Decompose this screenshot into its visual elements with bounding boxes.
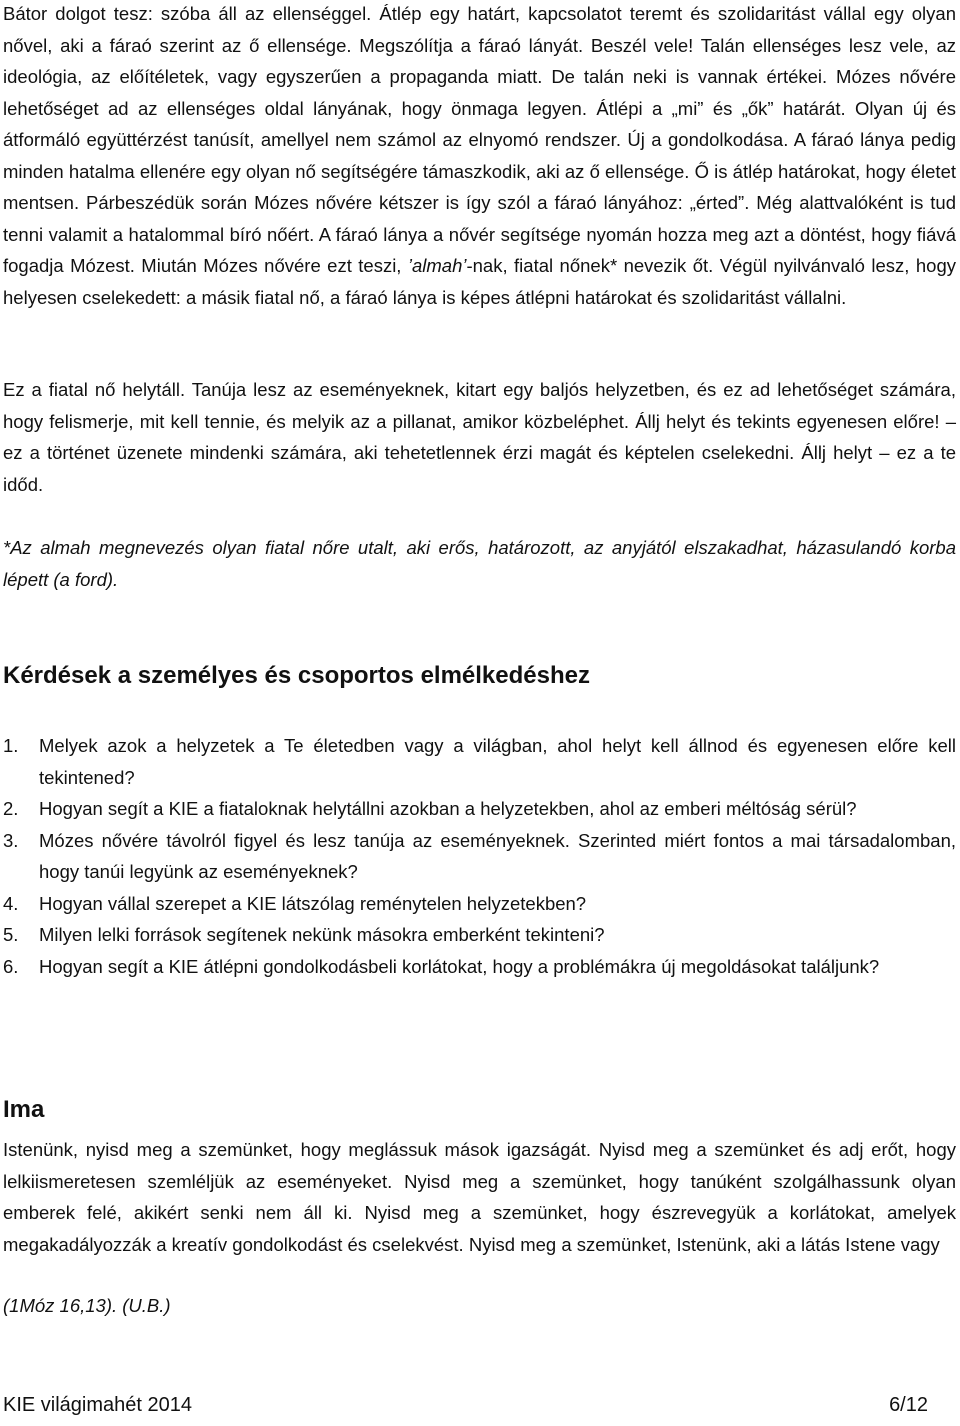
intro-paragraph — [3, 0, 956, 313]
questions-heading: Kérdések a személyes és csoportos elmélkedéshez — [3, 662, 590, 689]
question-text: Hogyan segít a KIE átlépni gondolkodásbeli korlátokat, hogy a problémákra új megoldásokat találjunk? — [39, 955, 880, 977]
intro-text: Bátor dolgot tesz: szóba áll az ellenséggel. Átlép egy határt, kapcsolatot teremt és szolidaritást vállal egy olyan nővel, aki a fáraó szerint az ő ellensége. Megszólítja a fáraó lányát. Beszél vele! Talán ellenséges lesz vele, az ideológia, az előítéletek, vagy egyszerűen a propaganda miatt. De talán neki is vannak értékei. Mózes nővére lehetőséget ad az ellenséges oldal lányának, hogy önmaga legyen. Átlépi a „mi” és „ők” határát. Olyan új és átformáló együttérzést tanúsít, amellyel nem számol az elnyomó rendszer. Új a gondolkodása. A fáraó lánya pedig minden hatalma ellenére egy olyan nő segítségére támaszkodik, aki az ő ellensége. Ő is átlép határokat, hogy életet mentsen. Párbeszédük során Mózes nővére kétszer is így szól a fáraó lányához: „érted”. Még alattvalóként is tud tenni valamit a hatalommal bíró nőért. A fáraó lánya a nővér segítsége nyomán hozza meg azt a döntést, hogy fiává fogadja Mózest. Miután Mózes nővére ezt teszi, — [3, 3, 956, 276]
question-item — [3, 793, 956, 825]
question-number: 5. — [3, 924, 19, 945]
question-text: Hogyan segít a KIE a fiataloknak helytállni azokban a helyzetekben, ahol az emberi méltóság sérül? — [39, 798, 857, 819]
footer-title: KIE világimahét 2014 — [3, 1394, 193, 1416]
intro-text-after: -nak, fiatal nőnek* nevezik őt. Végül nyilvánvaló lesz, hogy helyesen cselekedett: a másik fiatal nő, a fáraó lánya is képes átlépni határokat és szolidaritást vállalni. — [3, 255, 956, 308]
prayer-heading: Ima — [3, 1096, 45, 1123]
question-item — [3, 951, 956, 983]
question-number: 2. — [3, 798, 19, 819]
page-number: 6/12 — [889, 1394, 928, 1416]
question-number: 6. — [3, 955, 19, 977]
question-text: Hogyan vállal szerepet a KIE látszólag reménytelen helyzetekben? — [39, 892, 587, 914]
question-text: Melyek azok a helyzetek a Te életedben vagy a világban, ahol helyt kell állnod és egyenesen előre kell tekintened? — [39, 735, 956, 788]
prayer-reference: (1Móz 16,13). (U.B.) — [3, 1295, 171, 1316]
question-number: 4. — [3, 892, 19, 914]
question-number: 3. — [3, 829, 19, 851]
footnote: *Az almah megnevezés olyan fiatal nőre utalt, aki erős, határozott, az anyjától elszakadhat, házasulandó korba lépett (a ford). — [3, 537, 956, 590]
prayer-text: Istenünk, nyisd meg a szemünket, hogy meglássuk mások igazságát. Nyisd meg a szemünket és adj erőt, hogy lelkiismeretesen szemléljük az eseményeket. Nyisd meg a szemünket, hogy tanúként szolgálhassunk olyan emberek felé, akikért senki nem áll ki. Nyisd meg a szemünket, hogy észrevegyük a korlátokat, amelyek megakadályozzák a kreatív gondolkodást és cselekvést. Nyisd meg a szemünket, Istenünk, aki a látás Istene vagy — [3, 1139, 956, 1255]
second-paragraph: Ez a fiatal nő helytáll. Tanúja lesz az eseményeknek, kitart egy baljós helyzetben, és ez ad lehetőséget számára, hogy felismerje, mit kell tennie, és melyik az a pillanat, amikor közbeléphet. Állj helyt és tekints egyenesen előre! – ez a történet üzenete mindenki számára, aki tehetetlennek érzi magát és képtelen cselekedni. Állj helyt – ez a te időd. — [3, 379, 956, 495]
page-footer — [3, 1394, 928, 1417]
question-text: Milyen lelki források segítenek nekünk másokra emberként tekinteni? — [39, 924, 605, 945]
question-item — [3, 888, 956, 920]
question-item — [3, 730, 956, 793]
almah-term: ’almah’ — [407, 255, 467, 276]
question-item — [3, 919, 956, 951]
question-item — [3, 825, 956, 888]
questions-list — [3, 730, 956, 982]
question-text: Mózes nővére távolról figyel és lesz tanúja az eseményeknek. Szerinted miért fontos a mai társadalomban, hogy tanúi legyünk az eseményeknek? — [39, 829, 956, 882]
question-number: 1. — [3, 735, 19, 756]
